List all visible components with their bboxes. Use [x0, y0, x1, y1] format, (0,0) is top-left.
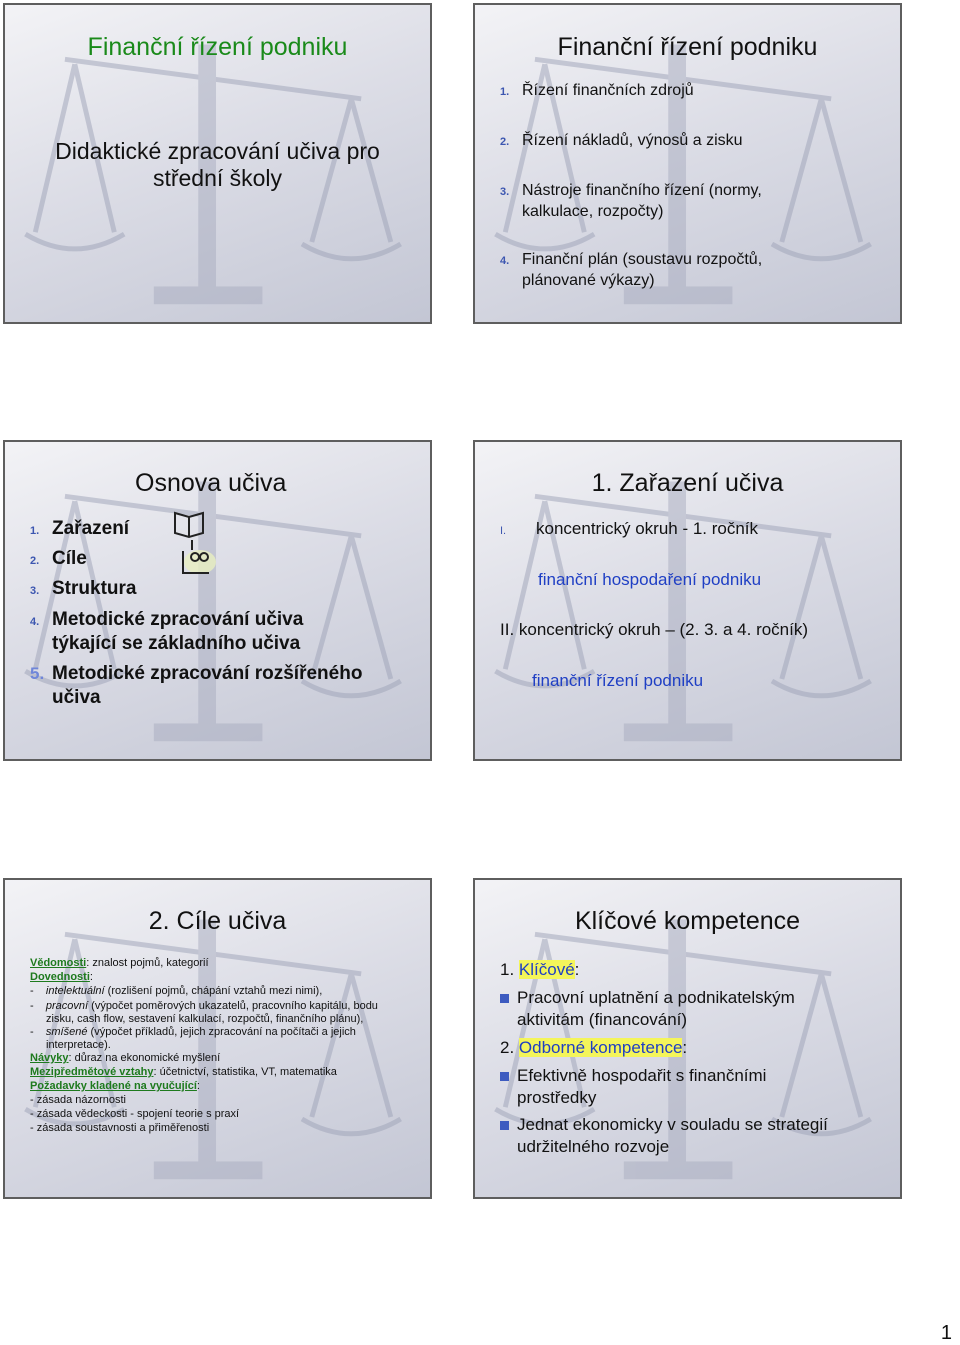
list-item: 2. Cíle — [30, 548, 87, 569]
text-line: - pracovní (výpočet poměrových ukazatelů, pracovního kapitálu, bodu — [30, 1000, 378, 1012]
slide-1 — [3, 3, 432, 324]
text-line: - zásada soustavnosti a přiměřenosti — [30, 1122, 210, 1134]
text-line: - intelektuální (rozlišení pojmů, chápání vztahů mezi nimi), — [30, 985, 323, 997]
text-line: - smíšené (výpočet příkladů, jejich zpracování na počítači a jejich — [30, 1026, 356, 1038]
slide-3 — [3, 440, 432, 761]
bullet-item-cont: udržitelného rozvoje — [517, 1137, 670, 1156]
text-line: Vědomosti: znalost pojmů, kategorií — [30, 957, 209, 969]
book-glasses-icon — [165, 507, 220, 582]
slide4-title: 1. Zařazení učiva — [591, 469, 784, 497]
list-item: II. koncentrický okruh – (2. 3. a 4. ročník) — [500, 620, 809, 639]
list-item: 1. Zařazení — [30, 518, 130, 539]
slide2-title: Finanční řízení podniku — [557, 33, 818, 61]
list-item: 4. Finanční plán (soustavu rozpočtů, — [500, 251, 763, 268]
slide-4 — [473, 440, 902, 761]
list-item-cont: učiva — [52, 687, 101, 708]
list-item: 1. Řízení finančních zdrojů — [500, 82, 694, 99]
text-line: Návyky: důraz na ekonomické myšlení — [30, 1052, 221, 1064]
slide5-title: 2. Cíle učiva — [148, 907, 287, 935]
bullet-item: Jednat ekonomicky v souladu se strategií — [500, 1115, 828, 1135]
text-line: Mezipředmětové vztahy: účetnictví, statistika, VT, matematika — [30, 1066, 337, 1078]
heading-line: 2. Odborné kompetence: — [500, 1038, 688, 1057]
bullet-item: Efektivně hospodařit s finančními — [500, 1066, 766, 1086]
list-item-cont: kalkulace, rozpočty) — [522, 203, 664, 220]
bullet-item-cont: aktivitám (financování) — [517, 1010, 688, 1029]
list-item-blue: finanční řízení podniku — [532, 671, 704, 690]
list-item: 2. Řízení nákladů, výnosů a zisku — [500, 132, 743, 149]
list-item: 3. Nástroje finančního řízení (normy, — [500, 182, 762, 199]
heading-line: 1. Klíčové: — [500, 960, 580, 979]
list-item: I. koncentrický okruh - 1. ročník — [500, 519, 759, 538]
slide3-title: Osnova učiva — [135, 469, 287, 497]
slide-2 — [473, 3, 902, 324]
slide1-subtitle-1: Didaktické zpracování učiva pro — [55, 138, 380, 164]
text-line: Požadavky kladené na vyučující: — [30, 1080, 200, 1092]
list-item: 4. Metodické zpracování učiva — [30, 609, 304, 630]
slide-5 — [3, 878, 432, 1199]
bullet-item: Pracovní uplatnění a podnikatelským — [500, 988, 795, 1008]
list-item: 5. Metodické zpracování rozšířeného — [30, 663, 363, 684]
text-line: interpretace). — [46, 1039, 111, 1051]
slide-6 — [473, 878, 902, 1199]
text-line: - zásada názornosti — [30, 1094, 126, 1106]
list-item-cont: plánované výkazy) — [522, 272, 655, 289]
page-number: 1 — [940, 1322, 952, 1344]
list-item: 3. Struktura — [30, 578, 137, 599]
bullet-item-cont: prostředky — [517, 1088, 597, 1107]
text-line: Dovednosti: — [30, 971, 93, 983]
slide1-subtitle-2: střední školy — [152, 165, 283, 191]
slide6-title: Klíčové kompetence — [574, 907, 801, 935]
list-item-cont: týkající se základního učiva — [52, 633, 301, 654]
text-line: zisku, cash flow, sestavení kalkulací, rozpočtů, finančního plánu), — [46, 1013, 364, 1025]
slide1-title: Finanční řízení podniku — [87, 33, 348, 61]
list-item-blue: finanční hospodaření podniku — [538, 570, 762, 589]
text-line: - zásada vědeckosti - spojení teorie s praxí — [30, 1108, 240, 1120]
